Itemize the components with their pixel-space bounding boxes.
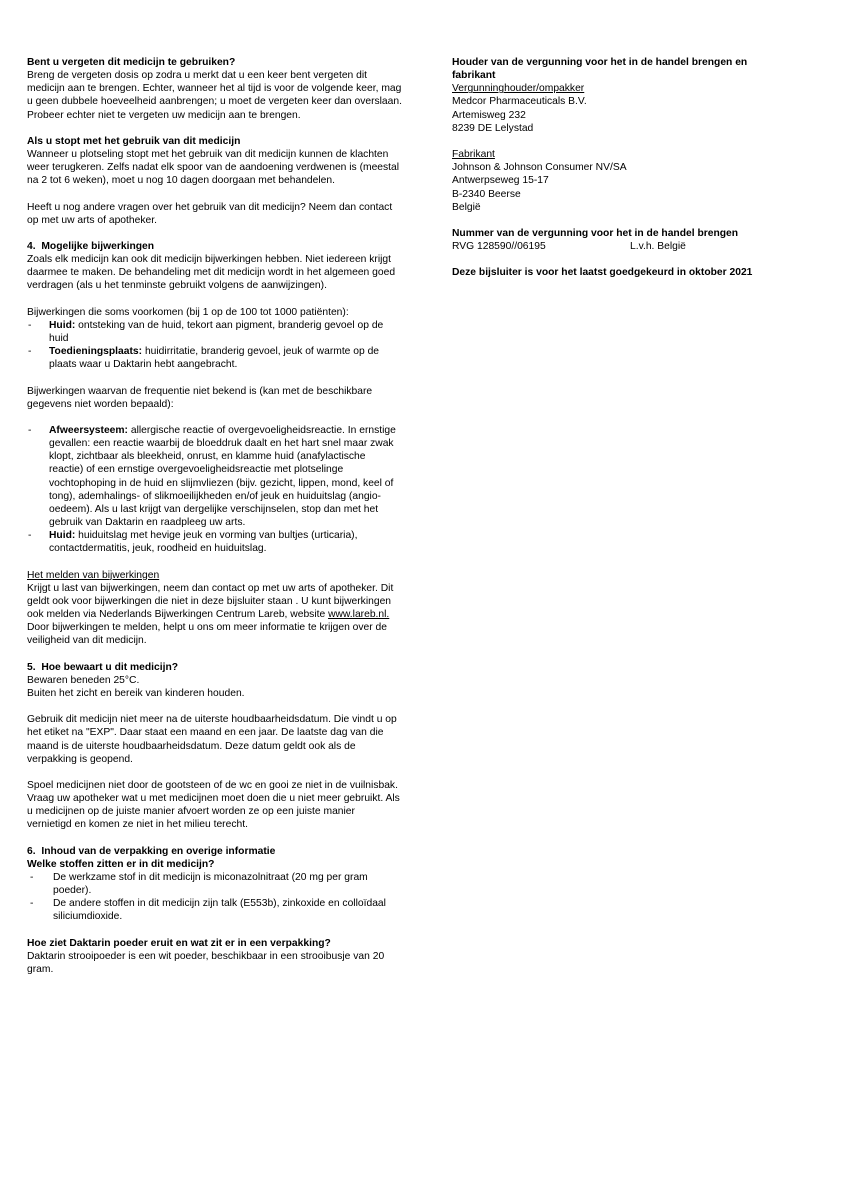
marketing-authorisation-holder-heading-line1: Houder van de vergunning voor het in de handel brengen en	[452, 57, 748, 68]
further-questions-text: Heeft u nog andere vragen over het gebruik van dit medicijn? Neem dan contact op met uw arts of apotheker.	[27, 201, 393, 226]
unknown-frequency-lead: Bijwerkingen waarvan de frequentie niet bekend is (kan met de beschikbare gegevens niet worden bepaald):	[27, 385, 373, 410]
spacer	[27, 924, 402, 937]
section-4-heading	[27, 240, 402, 253]
reporting-text-after-link: Door bijwerkingen te melden, helpt u ons om meer informatie te krijgen over de veiligheid van dit medicijn.	[27, 622, 387, 647]
section-4-number: 4.	[27, 241, 36, 252]
side-effect-text: ontsteking van de huid, tekort aan pigment, branderig gevoel op de huid	[49, 319, 384, 345]
missed-dose-body: Breng de vergeten dosis op zodra u merkt dat u een keer bent vergeten dit medicijn aan te brengen. Echter, wanneer het al tijd is voor de volgende keer, mag u geen dubbele hoeveelheid aanbrengen; u moet de vergeten keer dan overslaan. Probeer echter niet te vergeten uw medicijn aan te brengen.	[27, 70, 402, 121]
marketing-authorisation-holder-heading-line2: fabrikant	[452, 70, 496, 82]
section-4-title: Mogelijke bijwerkingen	[41, 241, 155, 252]
authorisation-number-row	[452, 240, 824, 253]
ingredient-text: De werkzame stof in dit medicijn is miconazolnitraat (20 mg per gram poeder).	[53, 872, 368, 897]
section-5-heading	[27, 661, 402, 674]
list-item	[27, 871, 402, 897]
address-line: België	[452, 201, 481, 213]
side-effect-text: allergische reactie of overgevoeligheidsreactie. In ernstige gevallen: een reactie waarbij de bloeddruk daalt en het hart snel maar zwak klopt, zichtbaar als bleekheid, onrust, en klamme huid (anafylactische reactie) of een ernstige overgevoeligheidsreactie met plotselinge vochtophoping in de huid en slijmvliezen (bijv. gezicht, lippen, mond, keel of tong), ademhalings- of slikmoeilijkheden en/of jeuk en huiduitslag (angio-oedeem). Als u last krijgt van dergelijke verschijnselen, stop dan met het gebruik van Daktarin en raadpleeg uw arts.	[49, 425, 396, 529]
address-line: Medcor Pharmaceuticals B.V.	[452, 96, 587, 108]
dash-bullet-icon: -	[28, 319, 32, 331]
lareb-website-link[interactable]: www.lareb.nl.	[328, 609, 390, 621]
manufacturer-label: Fabrikant	[452, 149, 495, 161]
manufacturer-address	[452, 161, 824, 214]
disposal-paragraph: Spoel medicijnen niet door de gootsteen of de wc en gooi ze niet in de vuilnisbak. Vraag uw apotheker wat u met medicijnen moet doen die u niet meer gebruikt. Als u medicijnen op de juiste manier afvoert worden ze op een juiste manier vernietigd en komen ze niet in het milieu terecht.	[27, 779, 400, 831]
side-effect-text: huidirritatie, branderig gevoel, jeuk of warmte op de plaats waar u Daktarin hebt aangebracht.	[49, 346, 380, 371]
spacer	[27, 411, 402, 424]
section-6-heading	[27, 845, 402, 858]
list-item	[27, 319, 402, 345]
spacer	[27, 372, 402, 385]
list-item	[27, 424, 402, 529]
rvg-number: RVG 128590//06195	[452, 241, 546, 253]
section-4-intro: Zoals elk medicijn kan ook dit medicijn bijwerkingen hebben. Niet iedereen krijgt daarmee te maken. De behandeling met dit medicijn wordt in het algemeen goed verdragen (als u het tenminste gebruikt volgens de aanwijzingen).	[27, 254, 396, 292]
sometimes-side-effects-list	[27, 319, 402, 372]
right-text-column	[452, 56, 824, 279]
address-line: Antwerpseweg 15-17	[452, 175, 549, 187]
reporting-text-before-link: Krijgt u last van bijwerkingen, neem dan contact op met uw arts of apotheker. Dit geldt ook voor bijwerkingen die niet in deze bijsluiter staan . U kunt bijwerkingen ook melden via Nederlands Bijwerkingen Centrum Lareb, website	[27, 582, 394, 621]
storage-temperature-line: Bewaren beneden 25°C.	[27, 674, 140, 686]
address-line: Artemisweg 232	[452, 109, 526, 121]
spacer	[452, 253, 824, 266]
address-line: 8239 DE Lelystad	[452, 122, 534, 134]
list-item	[27, 529, 402, 555]
ingredients-subheading: Welke stoffen zitten er in dit medicijn?	[27, 858, 215, 870]
list-item	[27, 345, 402, 371]
appearance-heading: Hoe ziet Daktarin poeder eruit en wat zit er in een verpakking?	[27, 937, 331, 949]
ingredients-list	[27, 871, 402, 924]
dash-bullet-icon: -	[30, 872, 34, 883]
stopping-heading: Als u stopt met het gebruik van dit medicijn	[27, 135, 241, 147]
authorisation-number-heading: Nummer van de vergunning voor het in de handel brengen	[452, 227, 739, 239]
section-5-number: 5.	[27, 661, 36, 673]
address-line: Johnson & Johnson Consumer NV/SA	[452, 162, 627, 174]
left-text-column	[27, 56, 402, 976]
approval-date-text: Deze bijsluiter is voor het laatst goedgekeurd in oktober 2021	[452, 267, 753, 279]
missed-dose-heading: Bent u vergeten dit medicijn te gebruiken?	[27, 57, 236, 68]
dash-bullet-icon: -	[30, 898, 34, 910]
sometimes-frequency-lead: Bijwerkingen die soms voorkomen (bij 1 op de 100 tot 1000 patiënten):	[27, 306, 349, 318]
spacer	[452, 135, 824, 148]
dash-bullet-icon: -	[28, 425, 32, 436]
appearance-text: Daktarin strooipoeder is een wit poeder, beschikbaar in een strooibusje van 20 gram.	[27, 950, 385, 976]
keep-away-from-children-line: Buiten het zicht en bereik van kinderen houden.	[27, 688, 245, 699]
ingredient-text: De andere stoffen in dit medicijn zijn talk (E553b), zinkoxide en colloïdaal siliciumdioxide.	[53, 898, 386, 923]
spacer	[452, 214, 824, 227]
side-effect-text: huiduitslag met hevige jeuk en vorming van bultjes (urticaria), contactdermatitis, jeuk, roodheid en huiduitslag.	[49, 530, 358, 555]
section-6-title: Inhoud van de verpakking en overige informatie	[41, 845, 276, 857]
country-note: L.v.h. België	[630, 241, 686, 253]
side-effect-term: Afweersysteem:	[49, 425, 128, 436]
dash-bullet-icon: -	[28, 346, 32, 358]
reporting-side-effects-body	[27, 582, 402, 648]
address-line: B-2340 Beerse	[452, 188, 521, 200]
section-5-title: Hoe bewaart u dit medicijn?	[41, 661, 179, 673]
license-holder-label: Vergunninghouder/ompakker	[452, 83, 585, 95]
side-effect-term: Huid:	[49, 530, 76, 542]
reporting-side-effects-heading: Het melden van bijwerkingen	[27, 569, 160, 581]
spacer	[27, 700, 402, 713]
stopping-body: Wanneer u plotseling stopt met het gebruik van dit medicijn kunnen de klachten weer terugkeren. Zelfs nadat elk spoor van de aandoening verdwenen is (meestal na 2 tot 6 weken), moet u nog 10 dagen doorgaan met behandelen.	[27, 149, 400, 187]
section-6-number: 6.	[27, 845, 36, 857]
list-item	[27, 897, 402, 923]
license-holder-address	[452, 95, 824, 134]
side-effect-term: Huid:	[49, 319, 76, 331]
unknown-side-effects-list	[27, 424, 402, 556]
dash-bullet-icon: -	[28, 530, 32, 542]
side-effect-term: Toedieningsplaats:	[49, 346, 143, 358]
expiry-date-paragraph: Gebruik dit medicijn niet meer na de uiterste houdbaarheidsdatum. Die vindt u op het etiket na "EXP". Daar staat een maand en een jaar. De laatste dag van die maand is de uiterste houdbaarheidsdatum. Deze datum geldt ook als de verpakking is geopend.	[27, 714, 397, 765]
spacer	[27, 556, 402, 569]
